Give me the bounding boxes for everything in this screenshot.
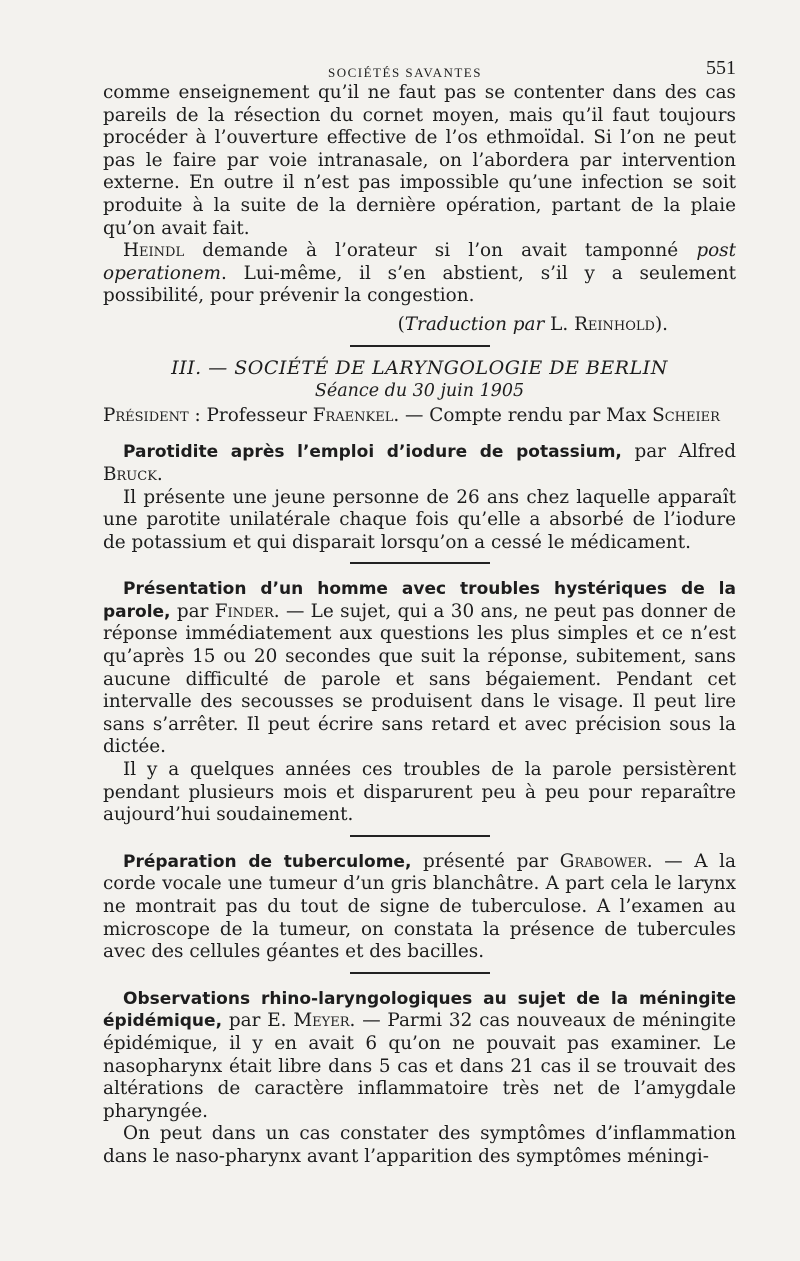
translation-credit: (Traduction par L. Reinhold).: [397, 313, 668, 335]
divider: [350, 972, 490, 974]
divider: [350, 835, 490, 837]
intro-paragraph: comme enseignement qu’il ne faut pas se contenter dans des cas pareils de la résection du cornet moyen, mais qu’il faut toujours procéder à l’ouverture effective de l’os ethmoïdal. Si l’on ne peut pas le faire par voie intranasale, on l’abordera par intervention externe. En outre il n’est pas impossible qu’une infection se soit produite à la suite de la dernière opération, partant de la plaie qu’on avait fait.: [103, 82, 736, 239]
entry-heading: Présentation d’un homme avec troubles hystériques de la parole, par Finder. — Le sujet, qui a 30 ans, ne peut pas donner de réponse immédiatement aux questions les plus simples et ce n’est qu’après 15 ou 20 secondes que suit la réponse, subitement, sans aucune difficulté de parole et sans bégaiement. Pendant cet intervalle des secousses se produisent dans le visage. Il peut lire sans s’arrêter. Il peut écrire sans retard et avec précision sous la dictée.: [103, 579, 736, 758]
entry-title: Observations rhino-laryngologiques au sujet de la méningite épidémique,: [103, 988, 736, 1032]
president-line: Président : Professeur Fraenkel. — Compte rendu par Max Scheier: [103, 404, 720, 426]
entry-troubles-hysteriques: [103, 578, 736, 827]
section-title: III. — SOCIÉTÉ DE LARYNGOLOGIE DE BERLIN: [171, 356, 668, 379]
entry-title: Présentation d’un homme avec troubles hystériques de la parole,: [103, 579, 736, 622]
heindl-paragraph: Heindl demande à l’orateur si l’on avait tamponné post operationem. Lui-même, il s’en abstient, s’il y a seulement possibilité, pour prévenir la congestion.: [103, 240, 736, 307]
entry-parotidite: [103, 441, 736, 554]
latin-phrase: post operationem: [103, 240, 736, 284]
session-date: Séance du 30 juin 1905: [314, 381, 525, 402]
page-number: 551: [706, 57, 736, 79]
entry-heading: Observations rhino-laryngologiques au sujet de la méningite épidémique, par E. Meyer. — Parmi 32 cas nouveaux de méningite épidémique, il y en avait 6 qu’on ne pouvait pas examiner. Le nasopharynx était libre dans 5 cas et dans 21 cas il se trouvait des altérations de caractère inflammatoire très net de l’amygdale pharyngée.: [103, 988, 736, 1122]
running-title: SOCIÉTÉS SAVANTES: [328, 65, 482, 80]
entry-text: Il y a quelques années ces troubles de la parole persistèrent pendant plusieurs mois et disparurent peu à peu pour reparaître aujourd’hui soudainement.: [103, 759, 736, 826]
divider: [350, 562, 490, 564]
page-header: [103, 52, 736, 82]
page: [103, 52, 736, 1169]
entry-meningite: [103, 988, 736, 1169]
entry-tuberculome: [103, 851, 736, 964]
entry-text: On peut dans un cas constater des symptômes d’inflammation dans le naso-pharynx avant l’apparition des symptômes méningi-: [103, 1123, 736, 1167]
entry-heading: Préparation de tuberculome, présenté par Grabower. — A la corde vocale une tumeur d’un gris blanchâtre. A part cela le larynx ne montrait pas du tout de signe de tuberculose. A l’examen au microscope de la tumeur, on constata la présence de tubercules avec des cellules géantes et des bacilles.: [103, 850, 736, 963]
author-name: Heindl: [123, 240, 185, 262]
entry-title: Préparation de tuberculome,: [123, 851, 412, 872]
entry-title: Parotidite après l’emploi d’iodure de potassium,: [123, 442, 622, 463]
translator-name: Reinhold: [574, 313, 655, 335]
entry-heading: Parotidite après l’emploi d’iodure de potassium, par Alfred Bruck.: [103, 441, 737, 485]
entry-text: Il présente une jeune personne de 26 ans chez laquelle apparaît une parotite unilatérale chaque fois qu’elle a absorbé de l’iodure de potassium et qui disparait lorsqu’on a cessé le médicament.: [103, 486, 736, 553]
divider: [350, 345, 490, 347]
